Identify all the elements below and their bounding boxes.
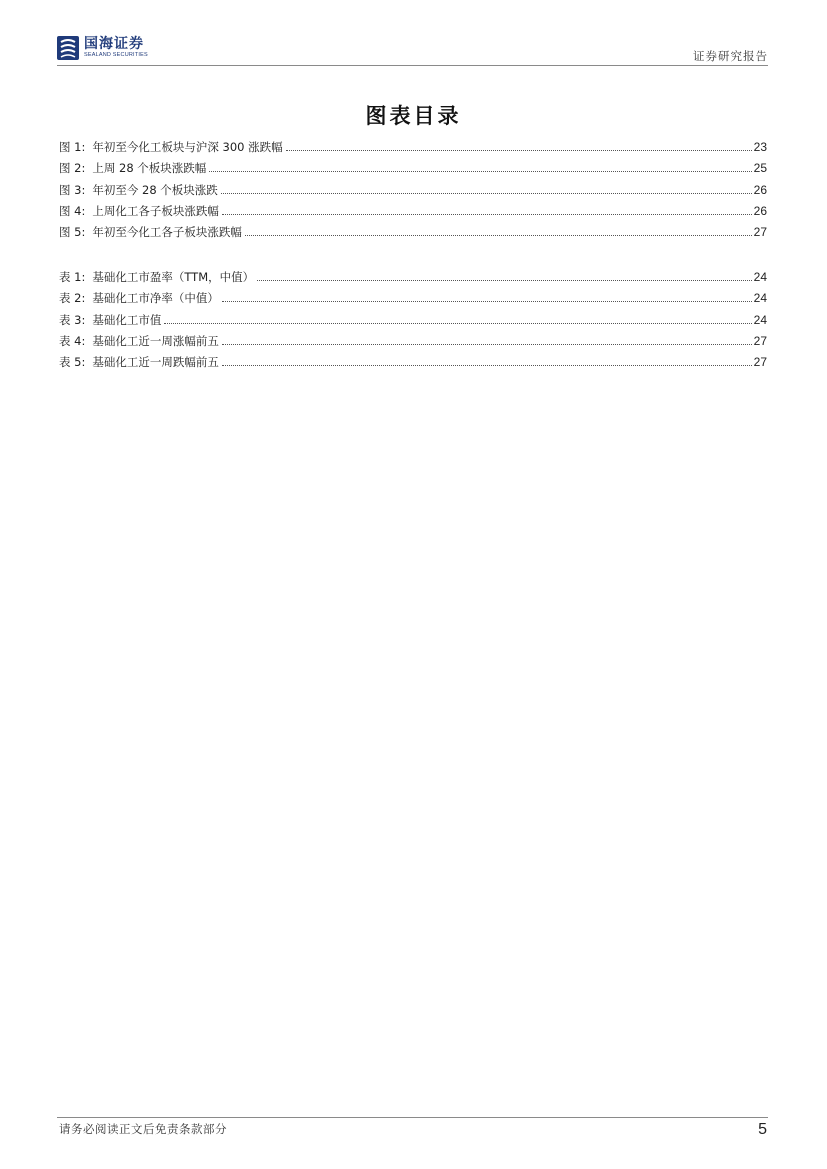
entry-page-number: 27	[753, 355, 767, 370]
entry-tag: 表 4:	[59, 333, 86, 348]
toc-entry-figure-4[interactable]	[59, 203, 767, 224]
toc-entry-table-4[interactable]	[59, 333, 767, 354]
toc-entry-table-5[interactable]	[59, 354, 767, 375]
logo-chinese-name: 国海证券	[84, 36, 144, 52]
dot-leader	[222, 213, 752, 215]
entry-page-number: 24	[753, 270, 767, 284]
entry-page-number: 24	[753, 312, 767, 327]
report-type-label: 证券研究报告	[693, 49, 768, 63]
dot-leader	[222, 343, 752, 345]
entry-label: 基础化工市盈率（TTM，中值）	[92, 270, 255, 284]
entry-page-number: 24	[753, 291, 767, 306]
dot-leader	[222, 300, 752, 302]
toc-entry-table-3[interactable]	[59, 312, 767, 333]
entry-tag: 图 1:	[59, 140, 86, 154]
toc-entry-figure-2[interactable]	[59, 160, 767, 181]
dot-leader	[164, 322, 751, 324]
company-logo	[57, 36, 148, 60]
entry-label: 基础化工近一周跌幅前五	[92, 355, 219, 370]
entry-tag: 图 3:	[59, 182, 86, 197]
entry-label: 年初至今化工各子板块涨跌幅	[92, 225, 242, 240]
entry-label: 基础化工市净率（中值）	[92, 291, 219, 306]
page-title: 图表目录	[365, 104, 462, 128]
entry-tag: 表 1:	[59, 270, 86, 284]
entry-tag: 图 5:	[59, 225, 86, 240]
toc-entry-figure-3[interactable]	[59, 182, 767, 203]
page-number: 5	[758, 1121, 767, 1138]
footer-divider	[57, 1117, 768, 1118]
entry-page-number: 25	[753, 161, 767, 176]
tables-list	[59, 269, 767, 375]
entry-page-number: 26	[753, 203, 767, 218]
entry-tag: 图 2:	[59, 161, 86, 176]
entry-label: 基础化工市值	[92, 312, 162, 327]
toc-entry-table-2[interactable]	[59, 290, 767, 311]
entry-label: 上周化工各子板块涨跌幅	[92, 203, 219, 218]
logo-english-name: SEALAND SECURITIES	[84, 52, 148, 58]
entry-tag: 表 5:	[59, 355, 86, 370]
header-divider	[57, 65, 768, 66]
entry-page-number: 26	[753, 182, 767, 197]
dot-leader	[257, 279, 752, 281]
entry-page-number: 23	[753, 140, 767, 154]
dot-leader	[222, 364, 752, 366]
toc-entry-figure-5[interactable]	[59, 224, 767, 245]
sealand-logo-icon	[57, 36, 79, 60]
entry-tag: 表 3:	[59, 312, 86, 327]
page-header	[57, 30, 768, 64]
dot-leader	[209, 170, 751, 172]
entry-tag: 表 2:	[59, 291, 86, 306]
dot-leader	[221, 192, 752, 194]
dot-leader	[245, 234, 752, 236]
toc-entry-table-1[interactable]	[59, 269, 767, 290]
toc-entry-figure-1[interactable]	[59, 139, 767, 160]
entry-label: 年初至今化工板块与沪深 300 涨跌幅	[92, 140, 283, 154]
entry-page-number: 27	[753, 333, 767, 348]
entry-label: 年初至今 28 个板块涨跌	[92, 182, 218, 197]
disclaimer-note: 请务必阅读正文后免责条款部分	[59, 1122, 227, 1136]
entry-label: 上周 28 个板块涨跌幅	[92, 161, 207, 176]
entry-page-number: 27	[753, 225, 767, 240]
figures-list	[59, 139, 767, 245]
dot-leader	[286, 149, 752, 151]
entry-tag: 图 4:	[59, 203, 86, 218]
entry-label: 基础化工近一周涨幅前五	[92, 333, 219, 348]
